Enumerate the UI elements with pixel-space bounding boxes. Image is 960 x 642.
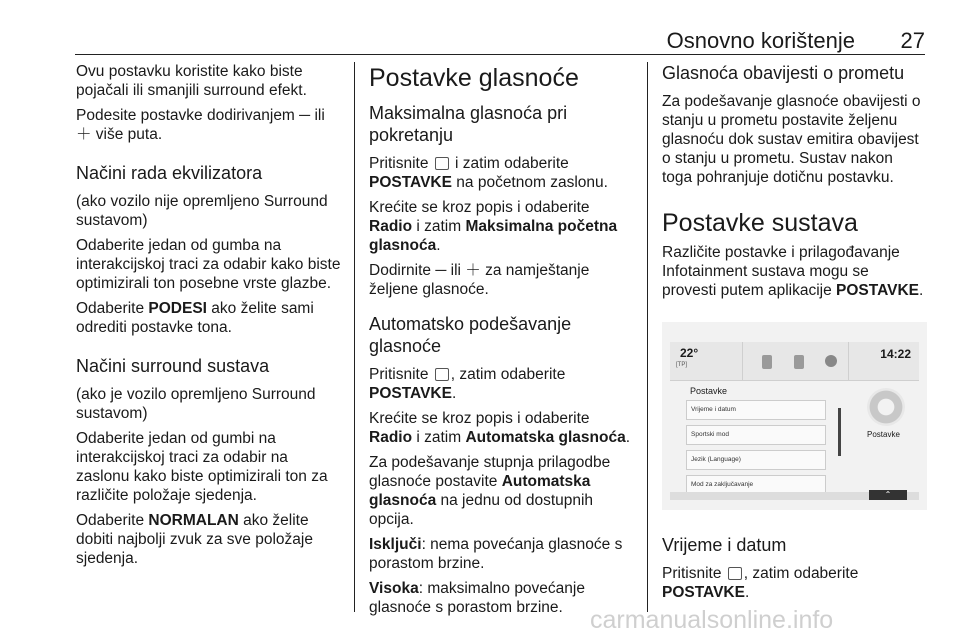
list-item: Mod za zaključavanje — [686, 475, 826, 495]
section-heading-equalizer: Načini rada ekvilizatora — [76, 163, 263, 183]
paragraph: Odaberite jedan od gumba na interakcijskoj traci za odabir kako biste optimizirali ton posebne vrste glazbe. — [76, 237, 341, 292]
settings-screen-figure — [662, 322, 927, 510]
paragraph: Visoka: maksimalno povećanje glasnoće s porastom brzine. — [369, 580, 585, 616]
paragraph: Pritisnite , zatim odaberite POSTAVKE. — [662, 565, 859, 601]
page-header — [75, 24, 925, 55]
paragraph: Pritisnite i zatim odaberite POSTAVKE na početnom zaslonu. — [369, 155, 608, 191]
paragraph: Isključi: nema povećanja glasnoće s porastom brzine. — [369, 536, 623, 572]
paragraph: Ovu postavku koristite kako biste pojačali ili smanjili surround efekt. — [76, 63, 307, 99]
column-3 — [662, 62, 927, 608]
paragraph: Odaberite NORMALAN ako želite dobiti najbolji zvuk za sve položaje sjedenja. — [76, 512, 313, 567]
paragraph: Odaberite PODESI ako želite sami odrediti postavke tona. — [76, 300, 314, 336]
home-icon — [435, 368, 449, 381]
column-1 — [76, 62, 344, 574]
page-number: 27 — [900, 28, 925, 53]
watermark: carmanualsonline.info — [590, 606, 834, 634]
list-item: Jezik (Language) — [686, 450, 826, 470]
screen-scrollbar — [838, 408, 841, 456]
column-divider — [354, 62, 355, 612]
paragraph: Krećite se kroz popis i odaberite Radio i zatim Automatska glasnoća. — [369, 410, 630, 446]
screen-app-label: Postavke — [867, 430, 900, 439]
paragraph: Različite postavke i prilagođavanje Infotainment sustava mogu se provesti putem aplikacije POSTAVKE. — [662, 244, 924, 299]
home-icon — [728, 567, 742, 580]
paragraph: (ako je vozilo opremljeno Surround sustavom) — [76, 386, 316, 422]
section-heading-auto-volume: Automatsko podešavanje glasnoće — [369, 314, 572, 356]
gear-icon — [867, 388, 905, 426]
phone-icon — [762, 355, 772, 369]
list-item: Sportski mod — [686, 425, 826, 445]
chapter-heading-system: Postavke sustava — [662, 209, 858, 237]
screen-temperature: 22° — [680, 346, 699, 360]
section-heading-surround: Načini surround sustava — [76, 356, 270, 376]
paragraph: (ako vozilo nije opremljeno Surround sustavom) — [76, 193, 328, 229]
home-icon — [435, 157, 449, 170]
media-icon — [794, 355, 804, 369]
page-header-title: Osnovno korištenje — [666, 28, 855, 53]
column-divider — [647, 62, 648, 612]
screen-page-title: Postavke — [690, 386, 728, 396]
chevron-up-icon: ⌃ — [869, 490, 907, 500]
screen-divider — [848, 342, 849, 380]
screen-clock: 14:22 — [880, 347, 911, 361]
paragraph: Podesite postavke dodirivanjem ─ ili ＋ više puta. — [76, 107, 325, 143]
screen-divider — [742, 342, 743, 380]
column-2 — [369, 62, 634, 623]
screen-settings-list — [686, 400, 826, 500]
section-heading-time-date: Vrijeme i datum — [662, 535, 787, 555]
chapter-heading-volume: Postavke glasnoće — [369, 64, 579, 92]
radio-icon — [825, 355, 837, 367]
list-item: Vrijeme i datum — [686, 400, 826, 420]
paragraph: Krećite se kroz popis i odaberite Radio i zatim Maksimalna početna glasnoća. — [369, 199, 618, 254]
section-heading-traffic-volume: Glasnoća obavijesti o prometu — [662, 63, 905, 83]
paragraph: Za podešavanje glasnoće obavijesti o stanju u prometu postavite željenu glasnoću dok sustav emitira obavijest o stanju u prometu. Sustav nakon toga pohranjuje dotičnu postavku. — [662, 93, 921, 186]
paragraph: Dodirnite ─ ili ＋ za namještanje željene glasnoće. — [369, 262, 590, 298]
screen-tp-indicator: [TP] — [676, 362, 688, 368]
section-heading-max-volume: Maksimalna glasnoća pri pokretanju — [369, 103, 568, 145]
paragraph: Pritisnite , zatim odaberite POSTAVKE. — [369, 366, 566, 402]
screen-status-bar — [670, 342, 919, 381]
paragraph: Za podešavanje stupnja prilagodbe glasnoće postavite Automatska glasnoća na jednu od dostupnih opcija. — [369, 454, 611, 528]
paragraph: Odaberite jedan od gumbi na interakcijskoj traci za odabir na zaslonu kako biste optimizirali ton za različite položaje sjedenja. — [76, 430, 328, 504]
